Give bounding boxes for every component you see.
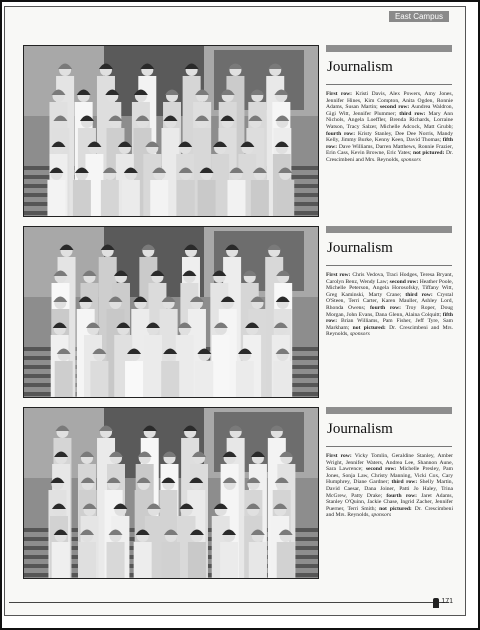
caption-segment: Dr. Crescimbeni and Mrs. Reynolds, [326,150,453,163]
section-title: Journalism [327,59,393,75]
caption-segment: First row: [326,272,351,278]
caption-segment: fourth row: [369,304,401,311]
caption-segment: fourth row: [386,492,417,499]
caption-segment: third row: [391,479,418,486]
running-head: East Campus [389,11,449,22]
caption-segment: not pictured: [379,505,412,512]
section-title: Journalism [327,240,393,256]
bottom-rule [9,602,449,603]
caption-segment: third row: [405,291,433,298]
page-number: 171 [441,598,453,605]
caption-text [326,272,453,338]
caption-segment: third row: [399,110,426,117]
caption-segment: Crystal O'Steen, Terri Carter, Karen Mauller, Ashley Lord, Rhonda Owens; [326,291,453,311]
caption-segment: Mary Ann Nichols, Angela Loeffler, Brenda Richards, Lorraine Watson, Tracy Salzer, Michelle Adcock, Matt Grubb; [326,110,453,130]
caption-segment: Dave Williams, Darren Matthews, Ronnie Frazier, Erin Cass, Kevin Browne, Eric Yates; [326,143,453,157]
caption-segment: Brian Williams, Pam Fisher, Jeff Tyre, Sam Markham; [326,318,453,331]
caption-segment: not pictured: [413,150,445,157]
section-title: Journalism [327,421,393,437]
caption-rule [326,84,452,85]
caption-segment: Dr. Crescimbeni and Mrs. Reynolds, [326,324,453,338]
photo-image [24,46,318,216]
caption-segment: Chris Vedova, Traci Hodges, Teresa Bryant, Carolyn Benz, Wendy Law; [326,272,453,285]
caption-segment: Aundrea Waldron, Gigi Witt, Jennifer Plummer; [326,104,453,117]
caption-segment: Dr. Crescimbeni and Mrs. Reynolds, [326,505,453,519]
caption-bar [326,407,452,414]
caption-block-2 [326,226,453,338]
caption-segment: Kristy Stanley, Dee Dee Norris, Mandy Kelly, Jimmy Burke, Kenny Keen, David Thomas; [326,130,453,144]
caption-segment: second row: [389,278,419,285]
caption-rule [326,446,452,447]
caption-block-3 [326,407,453,519]
caption-segment: fourth row: [326,130,356,137]
caption-segment: second row: [379,104,410,111]
caption-segment: sponsors [349,331,370,338]
caption-block-1 [326,45,453,164]
caption-segment: Troy Roper, Doug Morgan, John Evans, Dana Glenn, Alaina Colquitt; [326,304,453,318]
caption-segment: fifth row: [326,311,453,325]
yearbook-page [4,6,466,616]
caption-segment: fifth row: [326,137,453,150]
caption-bar [326,45,452,52]
group-photo-3 [23,407,319,579]
page-marker-icon [433,598,439,608]
caption-segment: Kristi Davis, Alex Powers, Amy Jones, Jennifer Hines, Kim Compton, Anita Ogden, Ronnie Adams, Susan Martin; [326,91,453,111]
caption-text [326,91,453,164]
caption-segment: Jaret Adams, Stanley O'Quinn, Jackie Chase, Ingrid Zacher, Jennifer Puerner, Terri Smith; [326,492,453,512]
caption-segment: First row: [326,453,352,459]
caption-rule [326,265,452,266]
caption-segment: Heather Poole, Michelle Peterson, Angela Horosofsky, Tiffany Witt, Greg Kaminski, Marty Crane; [326,278,453,298]
group-photo-2 [23,226,319,398]
group-photo-1 [23,45,319,217]
caption-segment: second row: [365,466,397,473]
caption-segment: sponsors [371,512,392,519]
caption-segment: sponsors [400,156,421,163]
photo-image [24,227,318,397]
caption-segment: First row: [326,91,353,97]
caption-text [326,453,453,519]
caption-segment: Shelly Martin, David Caesar, Dana Joiner, Patti Jo Haley, Trina McGrew, Patty Drake; [326,479,453,499]
caption-segment: Michelle Presley, Pam Jones, Sonja Law, Christy Manning, Vicki Cox, Cary Humphrey, Diane Gardner; [326,466,453,486]
photo-image [24,408,318,578]
caption-segment: Vicky Tomlin, Geraldine Stanley, Amber Wright, Jennifer Waters, Andrea Lee, Shannon Aune, Sara Lawrence; [326,453,453,473]
caption-segment: not pictured: [352,324,386,331]
caption-bar [326,226,452,233]
